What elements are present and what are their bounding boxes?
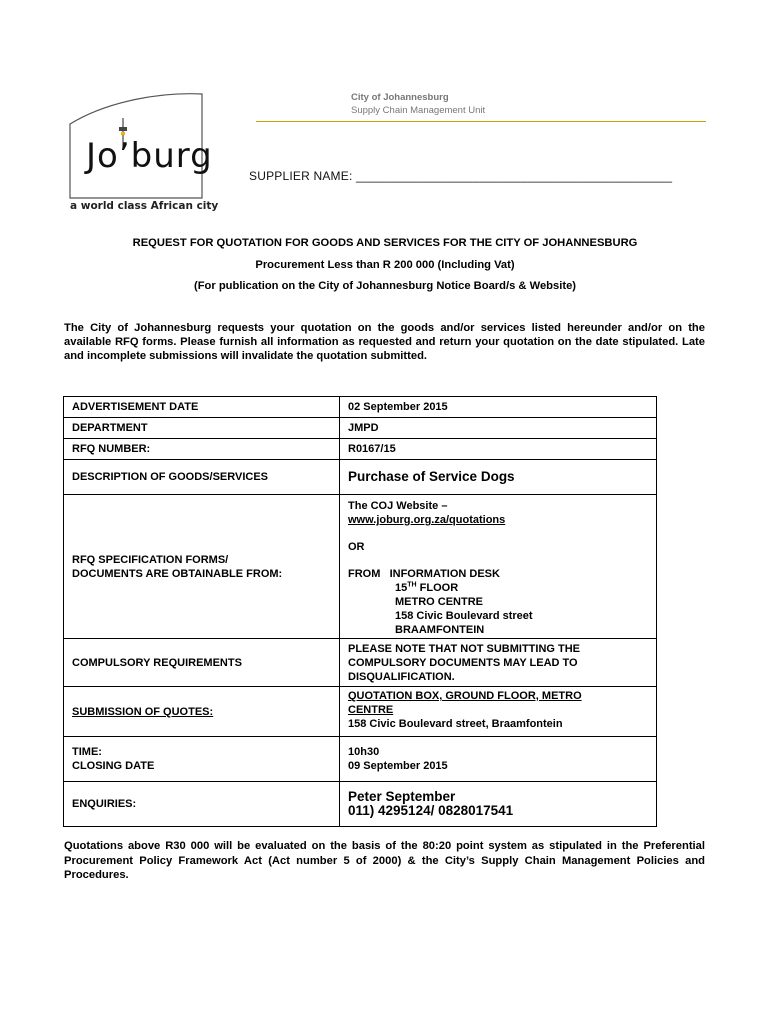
header-rule — [256, 121, 706, 122]
table-row — [64, 687, 657, 737]
table-row — [64, 439, 657, 460]
obtainable-value — [340, 495, 657, 639]
compulsory-value — [340, 639, 657, 687]
department-label: DEPARTMENT — [64, 418, 340, 439]
or-text: OR — [348, 541, 365, 553]
document-title: REQUEST FOR QUOTATION FOR GOODS AND SERVICES FOR THE CITY OF JOHANNESBURG — [132, 237, 638, 249]
logo-wordmark: Jo’burg — [86, 136, 213, 176]
compulsory-line: DISQUALIFICATION. — [348, 670, 455, 683]
logo-tagline: a world class African city — [70, 200, 219, 212]
intro-paragraph: The City of Johannesburg requests your quotation on the goods and/or services listed hereunder and/or on the available RFQ forms. Please furnish all information as requested and return your quotation on the date stipulated. Late and incomplete submissions will invalidate the quotation submitted. — [64, 322, 705, 362]
submission-value — [340, 687, 657, 737]
compulsory-label: COMPULSORY REQUIREMENTS — [64, 639, 340, 687]
enquiries-value — [340, 782, 657, 827]
submission-line: 158 Civic Boulevard street, Braamfontein — [348, 718, 563, 730]
table-row — [64, 418, 657, 439]
rfq-number-value: R0167/15 — [340, 439, 657, 460]
time-value-line: 10h30 — [348, 746, 380, 758]
submission-line: CENTRE — [348, 704, 394, 716]
compulsory-line: PLEASE NOTE THAT NOT SUBMITTING THE — [348, 642, 581, 655]
table-row — [64, 737, 657, 782]
publication-note: (For publication on the City of Johannesburg Notice Board/s & Website) — [193, 280, 577, 292]
website-link[interactable]: www.joburg.org.za/quotations — [348, 514, 506, 526]
footer-paragraph: Quotations above R30 000 will be evaluated on the basis of the 80:20 point system as stipulated in the Preferential Procurement Policy Framework Act (Act number 5 of 2000) & the City’s Supply Chain Management Policies and Procedures. — [64, 840, 705, 881]
compulsory-line: COMPULSORY DOCUMENTS MAY LEAD TO — [348, 656, 578, 669]
enquiries-label: ENQUIRIES: — [64, 782, 340, 827]
table-row — [64, 460, 657, 495]
description-label: DESCRIPTION OF GOODS/SERVICES — [64, 460, 340, 495]
obtainable-label — [64, 495, 340, 639]
time-label-line: TIME: — [72, 746, 102, 758]
department-value: JMPD — [340, 418, 657, 439]
info-desk-text: INFORMATION DESK — [389, 568, 500, 580]
enquiries-phone: 011) 4295124/ 0828017541 — [348, 803, 514, 818]
document-subtitle: Procurement Less than R 200 000 (Including Vat) — [255, 259, 515, 271]
obtainable-label-line: DOCUMENTS ARE OBTAINABLE FROM: — [72, 567, 283, 580]
description-value: Purchase of Service Dogs — [340, 460, 657, 495]
time-value — [340, 737, 657, 782]
closing-date-value: 09 September 2015 — [348, 760, 448, 772]
org-block — [351, 92, 485, 117]
floor-suffix: TH — [407, 581, 417, 589]
submission-line: QUOTATION BOX, GROUND FLOOR, METRO — [348, 690, 582, 702]
closing-date-label: CLOSING DATE — [72, 760, 155, 772]
rfq-table — [63, 396, 657, 827]
obtainable-label-line: RFQ SPECIFICATION FORMS/ — [72, 553, 229, 566]
rfq-number-label: RFQ NUMBER: — [64, 439, 340, 460]
floor-line — [348, 581, 648, 595]
enquiries-name: Peter September — [348, 789, 456, 804]
table-row — [64, 495, 657, 639]
time-label — [64, 737, 340, 782]
table-row — [64, 397, 657, 418]
supplier-name-field: SUPPLIER NAME: ______________________________________________ — [249, 169, 673, 183]
unit-name: Supply Chain Management Unit — [351, 104, 486, 116]
table-row — [64, 782, 657, 827]
submission-label: SUBMISSION OF QUOTES: — [64, 687, 340, 737]
address-line: METRO CENTRE — [395, 596, 483, 608]
address-line: BRAAMFONTEIN — [395, 624, 485, 636]
advertisement-date-label: ADVERTISEMENT DATE — [64, 397, 340, 418]
address-line — [348, 567, 648, 581]
floor-word: FLOOR — [419, 582, 459, 594]
floor-number: 15 — [395, 582, 408, 594]
address-line: 158 Civic Boulevard street — [395, 610, 533, 622]
advertisement-date-value: 02 September 2015 — [340, 397, 657, 418]
table-row — [64, 639, 657, 687]
org-name: City of Johannesburg — [351, 92, 449, 103]
website-line: The COJ Website – — [348, 500, 448, 512]
from-text: FROM — [348, 568, 381, 580]
